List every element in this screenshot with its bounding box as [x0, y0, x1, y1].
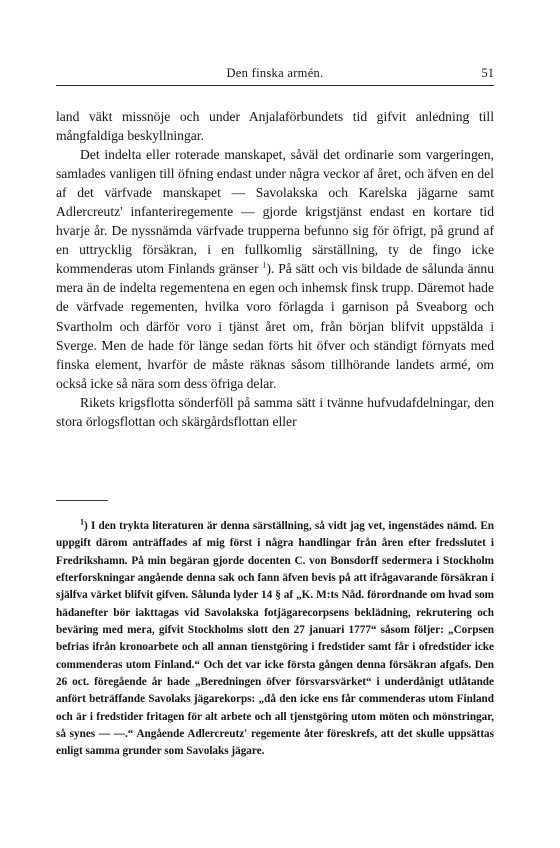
- footnote-separator: [56, 500, 108, 501]
- footnote-text: ) I den trykta literaturen är denna särställning, så vidt jag vet, ingenstädes nämd. En uppgift därom anträffades af mig först i några handlingar från åren efter fredsslutet i Fredrikshamn. På min begäran gjorde docenten C. von Bonsdorff sedermera i Stockholm efterforskningar angående denna sak och fann äfven bevis på att ifrågavarande försäkran i själfva värket blifvit gifven. Sålunda lyder 14 § af „K. M:ts Nåd. förordnande om hvad som hädanefter bör iakttagas vid Savolakska fotjägarecorpsens beklädning, rekrutering och beväring med mera, gifvit Stockholms slott den 27 januari 1777“ såsom följer: „Corpsen befrias ifrån kronoarbete och all annan tienstgöring i fredstider samt får i ofredstider icke commenderas utom Finland.“ Och det var icke första gången denna försäkran afgafs. Den 26 oct. föregående år hade „Beredningen öfver försvarsvärket“ i underdånigt utlåtande anfört beträffande Savolaks jägarekorps: „då den icke ens får commenderas utom Finland och är i fredstider fritagen för alt arbete och all tjenstgöring utom möten och mönstringar, så synes — —.“ Angående Adlercreutz' regemente åter föreskrefs, att det skulle uppsättas enligt samma grunder som Savolaks jägare.: [56, 520, 494, 758]
- paragraph-1: land väkt missnöje och under Anjalaförbundets tid gifvit anledning till mångfaldiga beskyllningar.: [56, 109, 494, 144]
- footnote-reference: 1: [262, 260, 267, 270]
- page-header: [56, 66, 494, 88]
- running-title: Den finska armén.: [226, 66, 324, 80]
- paragraph-3: Rikets krigsflotta sönderföll på samma sätt i tvänne hufvudafdelningar, den stora örlogsflottan och skärgårdsflottan eller: [56, 394, 494, 429]
- body-text: [56, 107, 494, 431]
- header-rule: [56, 85, 494, 86]
- footnote-1: [56, 518, 494, 761]
- paragraph-2: [56, 145, 494, 393]
- paragraph-2-text-before-note: Det indelta eller roterade manskapet, såväl det ordinarie som vargeringen, samlades vanligen till öfning endast under några veckor af året, och äfven en del af det värfvade manskapet — Savolakska och Karelska jägarne samt Adlercreutz' infanteriregemente — gjorde krigstjänst endast en kortare tid hvarje år. De nyssnämda värfvade trupperna befunno sig för öfrigt, på grund af en uttrycklig försäkran, i en fullkomlig särställning, ty de fingo icke kommenderas utom Finlands gränser: [56, 147, 494, 277]
- footnote-marker: 1: [80, 517, 84, 527]
- footnotes: [56, 518, 494, 761]
- page-number: 51: [481, 66, 494, 80]
- paragraph-2-text-after-note: ). På sätt och vis bildade de sålunda ännu mera än de indelta regementena en egen och inhemsk finsk trupp. Däremot hade de värfvade regementen, hvilka voro förlagda i garnison på Sveaborg och Svartholm och därför voro i tjänst året om, från början blifvit uppstälda i Sverge. Men de hade för länge sedan förts hit öfver och ständigt förnyats med finska element, hvarför de måste räknas såsom tillhörande landets armé, om också icke så nära som dess öfriga delar.: [56, 261, 494, 391]
